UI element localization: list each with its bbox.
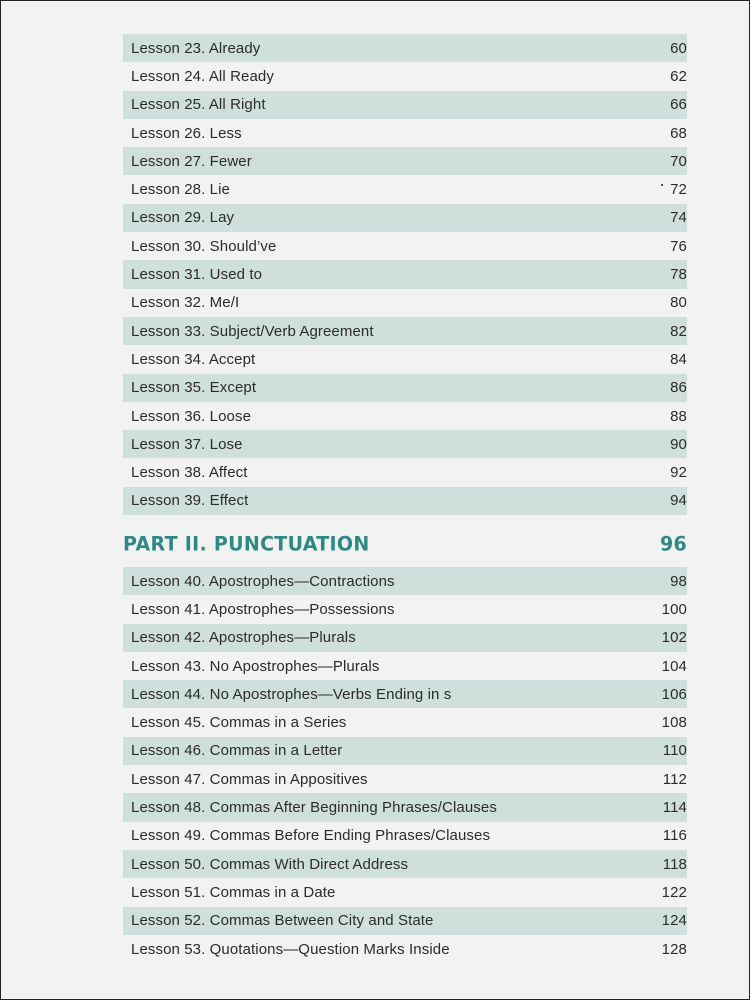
- toc-entry-title: Lesson 27. Fewer: [131, 152, 252, 170]
- toc-entry[interactable]: [123, 595, 687, 623]
- toc-entry-title: Lesson 51. Commas in a Date: [131, 883, 336, 901]
- toc-part2-list: [123, 567, 687, 963]
- toc-entry[interactable]: [123, 175, 687, 203]
- toc-entry-title: Lesson 35. Except: [131, 379, 257, 397]
- toc-entry-page: 122: [661, 883, 687, 901]
- toc-entry-page: 72: [670, 181, 687, 199]
- toc-entry-page: 66: [670, 96, 687, 114]
- toc-entry-title: Lesson 46. Commas in a Letter: [131, 742, 343, 760]
- toc-entry[interactable]: [123, 260, 687, 288]
- toc-entry[interactable]: [123, 708, 687, 736]
- toc-entry-page: 90: [670, 435, 687, 453]
- toc-entry[interactable]: [123, 374, 687, 402]
- toc-entry-page: 116: [662, 827, 687, 845]
- toc-entry-title: Lesson 25. All Right: [131, 96, 266, 114]
- toc-entry[interactable]: [123, 624, 687, 652]
- toc-entry-title: Lesson 42. Apostrophes—Plurals: [131, 629, 356, 647]
- toc-entry-page: 80: [670, 294, 687, 312]
- toc-entry-page: 106: [661, 685, 687, 703]
- toc-entry[interactable]: [123, 232, 687, 260]
- toc-entry-page: 100: [661, 600, 687, 618]
- toc-entry[interactable]: [123, 119, 687, 147]
- toc-entry[interactable]: [123, 935, 687, 963]
- toc-entry[interactable]: [123, 878, 687, 906]
- toc-entry[interactable]: [123, 34, 687, 62]
- part-heading-page: 96: [659, 532, 687, 556]
- toc-entry[interactable]: [123, 567, 687, 595]
- toc-entry-title: Lesson 26. Less: [131, 124, 242, 142]
- toc-entry-page: 78: [670, 266, 687, 284]
- toc-entry-title: Lesson 31. Used to: [131, 266, 263, 284]
- toc-entry-title: Lesson 40. Apostrophes—Contractions: [131, 572, 395, 590]
- toc-entry[interactable]: [123, 907, 687, 935]
- toc-part1-list: [123, 34, 687, 515]
- toc-entry-title: Lesson 45. Commas in a Series: [131, 714, 347, 732]
- toc-entry-page: 112: [662, 770, 687, 788]
- toc-entry[interactable]: [123, 737, 687, 765]
- toc-entry-title: Lesson 38. Affect: [131, 464, 248, 482]
- toc-entry-page: 68: [670, 124, 687, 142]
- toc-entry[interactable]: [123, 765, 687, 793]
- toc-entry-page: 110: [662, 742, 687, 760]
- toc-entry[interactable]: [123, 822, 687, 850]
- toc-entry-title: Lesson 28. Lie: [131, 181, 230, 199]
- toc-entry[interactable]: [123, 652, 687, 680]
- toc-entry-title: Lesson 34. Accept: [131, 350, 256, 368]
- toc-entry-page: 92: [670, 464, 687, 482]
- toc-entry-title: Lesson 29. Lay: [131, 209, 235, 227]
- toc-entry-page: 74: [670, 209, 687, 227]
- toc-entry-title: Lesson 44. No Apostrophes—Verbs Ending in s: [131, 685, 452, 703]
- toc-entry[interactable]: [123, 204, 687, 232]
- toc-entry[interactable]: [123, 680, 687, 708]
- toc-entry-page: 86: [670, 379, 687, 397]
- toc-entry[interactable]: [123, 487, 687, 515]
- toc-entry-page: 70: [670, 152, 687, 170]
- toc-entry-page: 108: [661, 714, 687, 732]
- toc-entry-page: 94: [670, 492, 687, 510]
- stray-mark: [661, 184, 663, 186]
- toc-entry-title: Lesson 37. Lose: [131, 435, 243, 453]
- toc-entry-title: Lesson 36. Loose: [131, 407, 252, 425]
- toc-entry-page: 114: [662, 799, 687, 817]
- toc-entry-page: 124: [661, 912, 687, 930]
- toc-entry-page: 76: [670, 237, 687, 255]
- toc-entry-title: Lesson 30. Should’ve: [131, 237, 277, 255]
- toc-entry[interactable]: [123, 62, 687, 90]
- toc-entry-page: 118: [662, 855, 687, 873]
- toc-entry[interactable]: [123, 430, 687, 458]
- part-heading[interactable]: [123, 532, 687, 555]
- toc-entry-title: Lesson 47. Commas in Appositives: [131, 770, 368, 788]
- toc-entry-title: Lesson 23. Already: [131, 39, 261, 57]
- toc-entry[interactable]: [123, 317, 687, 345]
- toc-entry-title: Lesson 33. Subject/Verb Agreement: [131, 322, 374, 340]
- toc-entry-page: 62: [670, 67, 687, 85]
- toc-entry-title: Lesson 43. No Apostrophes—Plurals: [131, 657, 380, 675]
- toc-entry-title: Lesson 32. Me/I: [131, 294, 240, 312]
- toc-entry-page: 88: [670, 407, 687, 425]
- toc-entry-page: 128: [661, 940, 687, 958]
- toc-entry-page: 60: [670, 39, 687, 57]
- toc-entry[interactable]: [123, 850, 687, 878]
- toc-entry-title: Lesson 53. Quotations—Question Marks Inside: [131, 940, 450, 958]
- part-heading-title: PART II. PUNCTUATION: [123, 532, 370, 556]
- toc-entry-title: Lesson 52. Commas Between City and State: [131, 912, 434, 930]
- toc-entry-page: 84: [670, 350, 687, 368]
- toc-entry-title: Lesson 39. Effect: [131, 492, 249, 510]
- toc-entry[interactable]: [123, 402, 687, 430]
- toc-entry-page: 102: [661, 629, 687, 647]
- toc-entry[interactable]: [123, 91, 687, 119]
- toc-entry[interactable]: [123, 345, 687, 373]
- toc-entry-title: Lesson 24. All Ready: [131, 67, 274, 85]
- toc-entry-page: 82: [670, 322, 687, 340]
- toc-entry-title: Lesson 48. Commas After Beginning Phrases/Clauses: [131, 799, 497, 817]
- toc-entry-title: Lesson 50. Commas With Direct Address: [131, 855, 409, 873]
- toc-entry-title: Lesson 49. Commas Before Ending Phrases/Clauses: [131, 827, 491, 845]
- toc-entry[interactable]: [123, 147, 687, 175]
- toc-entry[interactable]: [123, 458, 687, 486]
- toc-entry[interactable]: [123, 289, 687, 317]
- toc-entry-page: 104: [661, 657, 687, 675]
- toc-entry-title: Lesson 41. Apostrophes—Possessions: [131, 600, 395, 618]
- toc-entry-page: 98: [670, 572, 687, 590]
- toc-entry[interactable]: [123, 793, 687, 821]
